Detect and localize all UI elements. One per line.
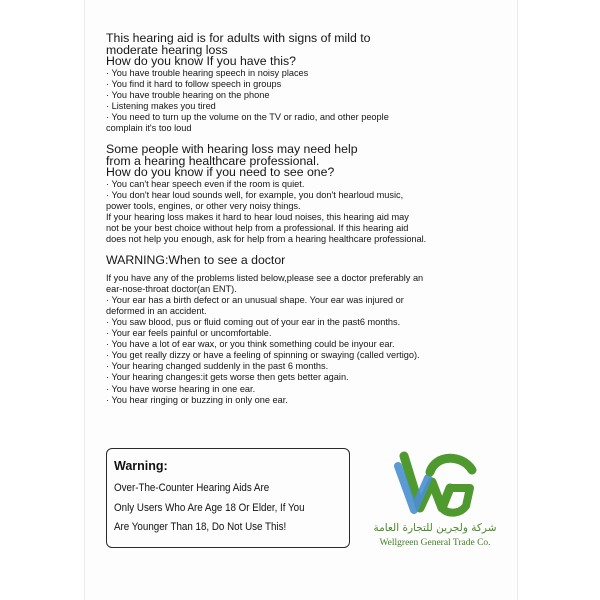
section2-line: · You don't hear loud sounds well, for example, you don't hearloud music, (106, 189, 404, 200)
section2-heading-line: Some people with hearing loss may need help (106, 142, 358, 157)
section2-line: not be your best choice without help from a professional. If this hearing aid (106, 222, 409, 233)
section1-bullet: · Listening makes you tired (106, 100, 216, 111)
section3-line: deformed in an accident. (106, 305, 207, 316)
age-warning-line: Are Younger Than 18, Do Not Use This! (114, 521, 287, 534)
age-warning-line: Over-The-Counter Hearing Aids Are (114, 482, 270, 494)
section2-line: does not help you enough, ask for help from a hearing healthcare professional. (106, 234, 427, 245)
section1-bullet: · You have trouble hearing on the phone (106, 89, 270, 100)
section3-line: · Your hearing changes:it gets worse then gets better again. (106, 372, 349, 383)
section3-heading: WARNING:When to see a doctor (106, 253, 286, 268)
leaflet-text (106, 33, 506, 406)
age-warning-line: Only Users Who Are Age 18 Or Elder, If You (114, 501, 305, 514)
section2-line: power tools, engines, or other very noisy things. (106, 200, 301, 211)
section3-line: ear-nose-throat doctor(an ENT). (106, 283, 237, 294)
section1-bullet: · You have trouble hearing speech in noisy places (106, 67, 309, 78)
section1-heading-line: moderate hearing loss (106, 42, 228, 57)
wg-logo-icon (390, 448, 480, 522)
section1-heading-line: This hearing aid is for adults with signs of mild to (106, 31, 371, 45)
section3-line: · Your hearing changed suddenly in the past 6 months. (106, 361, 329, 372)
section3-line: · You have a lot of ear wax, or you think something could be inyour ear. (106, 339, 395, 350)
section2-line: If your hearing loss makes it hard to hear loud noises, this hearing aid may (106, 211, 409, 222)
section3-line: · Your ear feels painful or uncomfortable. (106, 328, 272, 339)
section1-bullet: · You need to turn up the volume on the TV or radio, and other people (106, 111, 389, 122)
section1-bullet: complain it's too loud (106, 122, 192, 133)
section2-line: · You can't hear speech even if the room is quiet. (106, 178, 305, 189)
company-name-arabic: شركة ولجرين للتجارة العامة (373, 522, 497, 534)
section2-heading-line: from a hearing healthcare professional. (106, 153, 320, 168)
section3-line: · You have worse hearing in one ear. (106, 383, 256, 394)
section2-heading-line: How do you know if you need to see one? (106, 165, 335, 180)
section3-line: · You hear ringing or buzzing in only one ear. (106, 394, 288, 405)
section3-line: · You get really dizzy or have a feeling of spinning or swaying (called vertigo). (106, 350, 420, 361)
age-warning-title: Warning: (114, 459, 168, 473)
section1-bullet: · You find it hard to follow speech in groups (106, 78, 282, 89)
section1-heading-line: How do you know If you have this? (106, 54, 297, 68)
company-logo (360, 448, 510, 558)
section3-line: · You saw blood, pus or fluid coming out of your ear in the past6 months. (106, 317, 401, 327)
age-warning-box (106, 448, 350, 548)
section3-line: · Your ear has a birth defect or an unusual shape. Your ear was injured or (106, 294, 404, 305)
section3-line: If you have any of the problems listed below,please see a doctor preferably an (106, 272, 424, 283)
company-name-english: Wellgreen General Trade Co. (379, 538, 491, 548)
